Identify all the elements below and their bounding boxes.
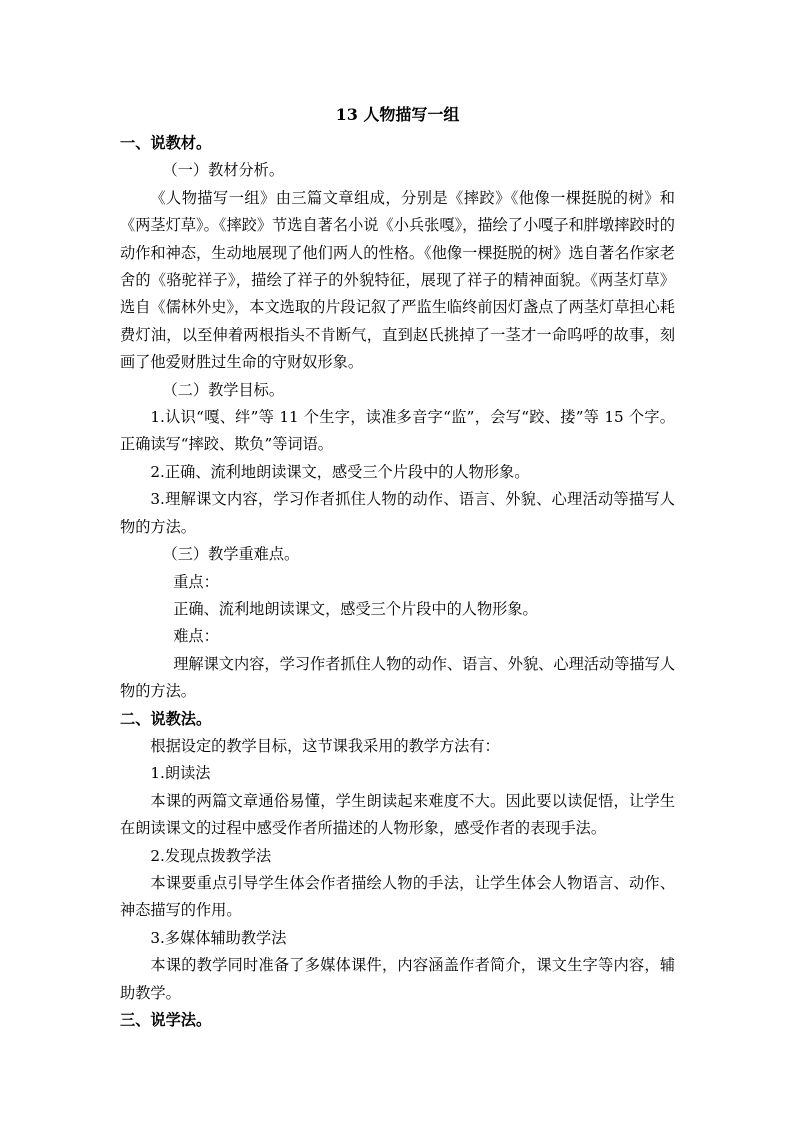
methods-intro: 根据设定的教学目标，这节课我采用的教学方法有： <box>150 736 500 755</box>
method-desc-3: 本课的教学同时准备了多媒体课件，内容涵盖作者简介，课文生字等内容，辅助教学。 <box>120 956 675 1002</box>
goal-item-3: 3.理解课文内容，学习作者抓住人物的动作、语言、外貌、心理活动等描写人物的方法。 <box>120 490 675 536</box>
method-name-1: 1.朗读法 <box>150 764 211 783</box>
section-heading-2: 二、说教法。 <box>120 709 212 728</box>
section-heading-1: 一、说教材。 <box>120 134 212 152</box>
key-point-label: 重点： <box>173 572 219 591</box>
difficulty-text: 理解课文内容，学习作者抓住人物的动作、语言、外貌、心理活动等描写人物的方法。 <box>120 654 675 701</box>
subsection-heading-goals: （二）教学目标。 <box>162 380 285 399</box>
subsection-heading-key-points: （三）教学重难点。 <box>162 545 300 564</box>
method-desc-1: 本课的两篇文章通俗易懂，学生朗读起来难度不大。因此要以读促悟，让学生在朗读课文的过程中感受作者所描述的人物形象，感受作者的表现手法。 <box>120 791 675 838</box>
method-desc-2: 本课要重点引导学生体会作者描绘人物的手法，让学生体会人物语言、动作、神态描写的作用。 <box>120 873 675 920</box>
difficulty-label: 难点： <box>173 627 219 646</box>
method-name-3: 3.多媒体辅助教学法 <box>150 928 287 947</box>
goal-item-1: 1.认识“嘎、绊”等 11 个生字，读准多音字“监”，会写“跤、搂”等 15 个字。正确读写“摔跤、欺负”等词语。 <box>120 408 675 454</box>
section-heading-3: 三、说学法。 <box>120 1011 212 1029</box>
goal-item-2: 2.正确、流利地朗读课文，感受三个片段中的人物形象。 <box>150 462 530 481</box>
paragraph-analysis: 《人物描写一组》由三篇文章组成，分别是《摔跤》《他像一棵挺脱的树》和《两茎灯草》。《摔跤》节选自著名小说《小兵张嘎》，描绘了小嘎子和胖墩摔跤时的动作和神态，生动地展现了他们两人的性格。《他像一棵挺脱的树》选自著名作家老舍的《骆驼祥子》，描绘了祥子的外貌特征，展现了祥子的精神面貌。《两茎灯草》选自《儒林外史》，本文选取的片段记叙了严监生临终前因灯盏点了两茎灯草担心耗费灯油，以至伸着两根指头不肯断气，直到赵氏挑掉了一茎才一命呜呼的故事，刻画了他爱财胜过生命的守财奴形象。 <box>120 188 675 372</box>
key-point-text: 正确、流利地朗读课文，感受三个片段中的人物形象。 <box>173 599 538 618</box>
method-name-2: 2.发现点拨教学法 <box>150 846 272 865</box>
subsection-heading-analysis: （一）教材分析。 <box>162 161 285 180</box>
document-page <box>120 100 675 1034</box>
document-title: 13 人物描写一组 <box>335 105 460 124</box>
